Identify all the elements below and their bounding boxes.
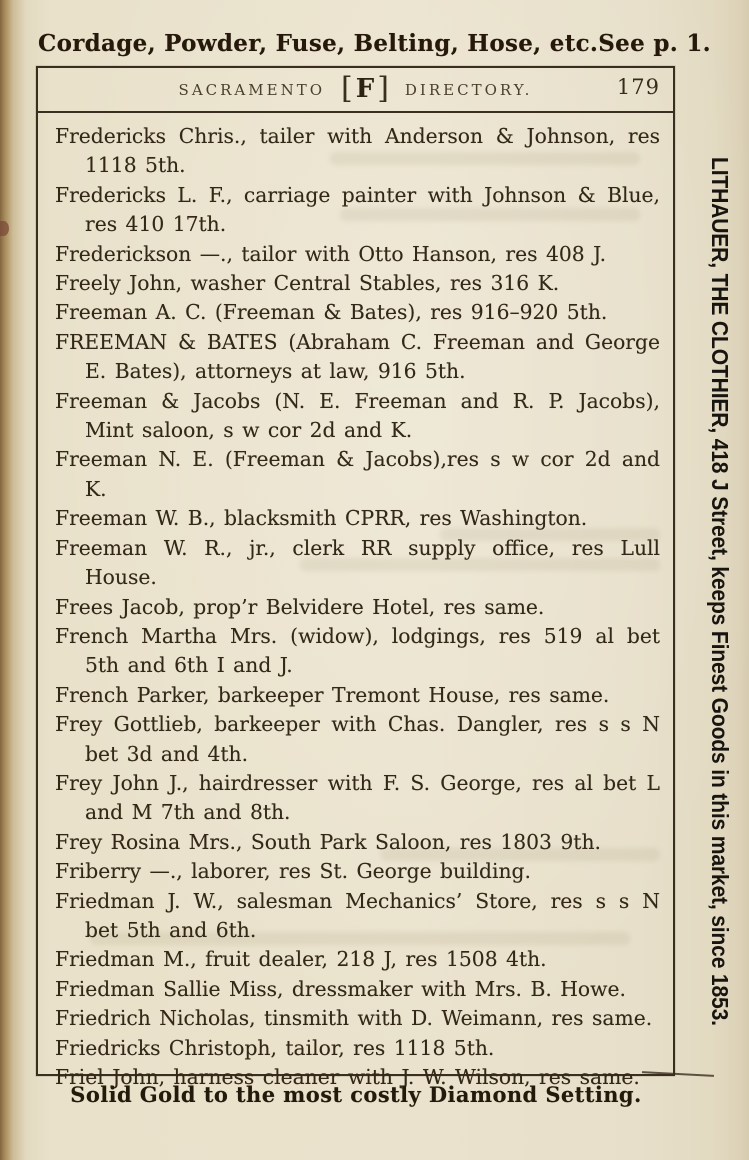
directory-box <box>36 66 675 1089</box>
directory-header <box>38 68 673 113</box>
directory-entry: French Martha Mrs. (widow), lodgings, res 519 al bet 5th and 6th I and J. <box>55 623 660 678</box>
directory-entry: Freeman W. R., jr., clerk RR supply office, res Lull House. <box>55 535 660 590</box>
directory-entry: Friedman M., fruit dealer, 218 J, res 1508 4th. <box>55 947 547 972</box>
top-head-text: Cordage, Powder, Fuse, Belting, Hose, etc. <box>38 30 599 57</box>
directory-entry: Frees Jacob, prop’r Belvidere Hotel, res same. <box>55 594 545 619</box>
top-head-page-ref: See p. 1. <box>598 30 711 57</box>
header-section-letter: F <box>355 73 375 104</box>
header-city: SACRAMENTO <box>178 80 325 99</box>
bottom-foot-text: Solid Gold to the most costly Diamond Setting. <box>70 1082 642 1107</box>
directory-entry: Friel John, harness cleaner with J. W. Wilson, res same. <box>55 1065 640 1089</box>
directory-entry: Friberry —., laborer, res St. George building. <box>55 859 531 884</box>
directory-entry: FREEMAN & BATES (Abraham C. Freeman and George E. Bates), attorneys at law, 916 5th. <box>55 329 660 384</box>
header-title: DIRECTORY. <box>404 80 533 99</box>
page-number: 179 <box>616 75 660 99</box>
header-bracket-close: ] <box>377 70 389 106</box>
top-running-head <box>38 30 711 57</box>
bottom-running-foot <box>36 1082 676 1107</box>
margin-ad-vertical <box>706 157 733 1026</box>
directory-entry: Freeman & Jacobs (N. E. Freeman and R. P. Jacobs), Mint saloon, s w cor 2d and K. <box>55 388 660 443</box>
directory-entry: Fredericks L. F., carriage painter with Johnson & Blue, res 410 17th. <box>55 182 660 237</box>
directory-entry: Fredericks Chris., tailer with Anderson & Johnson, res 1118 5th. <box>55 124 660 178</box>
directory-entry: French Parker, barkeeper Tremont House, res same. <box>55 682 610 707</box>
directory-entry: Frederickson —., tailor with Otto Hanson, res 408 J. <box>55 241 607 266</box>
header-bracket-open: [ <box>341 70 353 106</box>
directory-entry: Friedricks Christoph, tailor, res 1118 5th. <box>55 1035 495 1060</box>
directory-entry: Frey John J., hairdresser with F. S. George, res al bet L and M 7th and 8th. <box>55 770 660 825</box>
margin-ad-text: LITHAUER, THE CLOTHIER, 418 J Street, keeps Finest Goods in this market, since 1853. <box>706 157 733 1026</box>
directory-entry: Frey Rosina Mrs., South Park Saloon, res 1803 9th. <box>55 829 601 854</box>
scan-edge-artifact <box>0 221 9 236</box>
directory-entry: Freely John, washer Central Stables, res 316 K. <box>55 271 560 296</box>
directory-entry: Friedman J. W., salesman Mechanics’ Store, res s s N bet 5th and 6th. <box>55 888 660 942</box>
directory-entries <box>38 113 673 1092</box>
directory-entry: Freeman A. C. (Freeman & Bates), res 916–920 5th. <box>55 300 608 325</box>
directory-entry: Frey Gottlieb, barkeeper with Chas. Dangler, res s s N bet 3d and 4th. <box>55 712 660 766</box>
directory-entry: Friedman Sallie Miss, dressmaker with Mrs. B. Howe. <box>55 976 626 1001</box>
directory-entry: Freeman W. B., blacksmith CPRR, res Washington. <box>55 506 588 531</box>
directory-entry: Friedrich Nicholas, tinsmith with D. Weimann, res same. <box>55 1006 653 1031</box>
directory-entry: Freeman N. E. (Freeman & Jacobs),res s w cor 2d and K. <box>55 447 660 501</box>
